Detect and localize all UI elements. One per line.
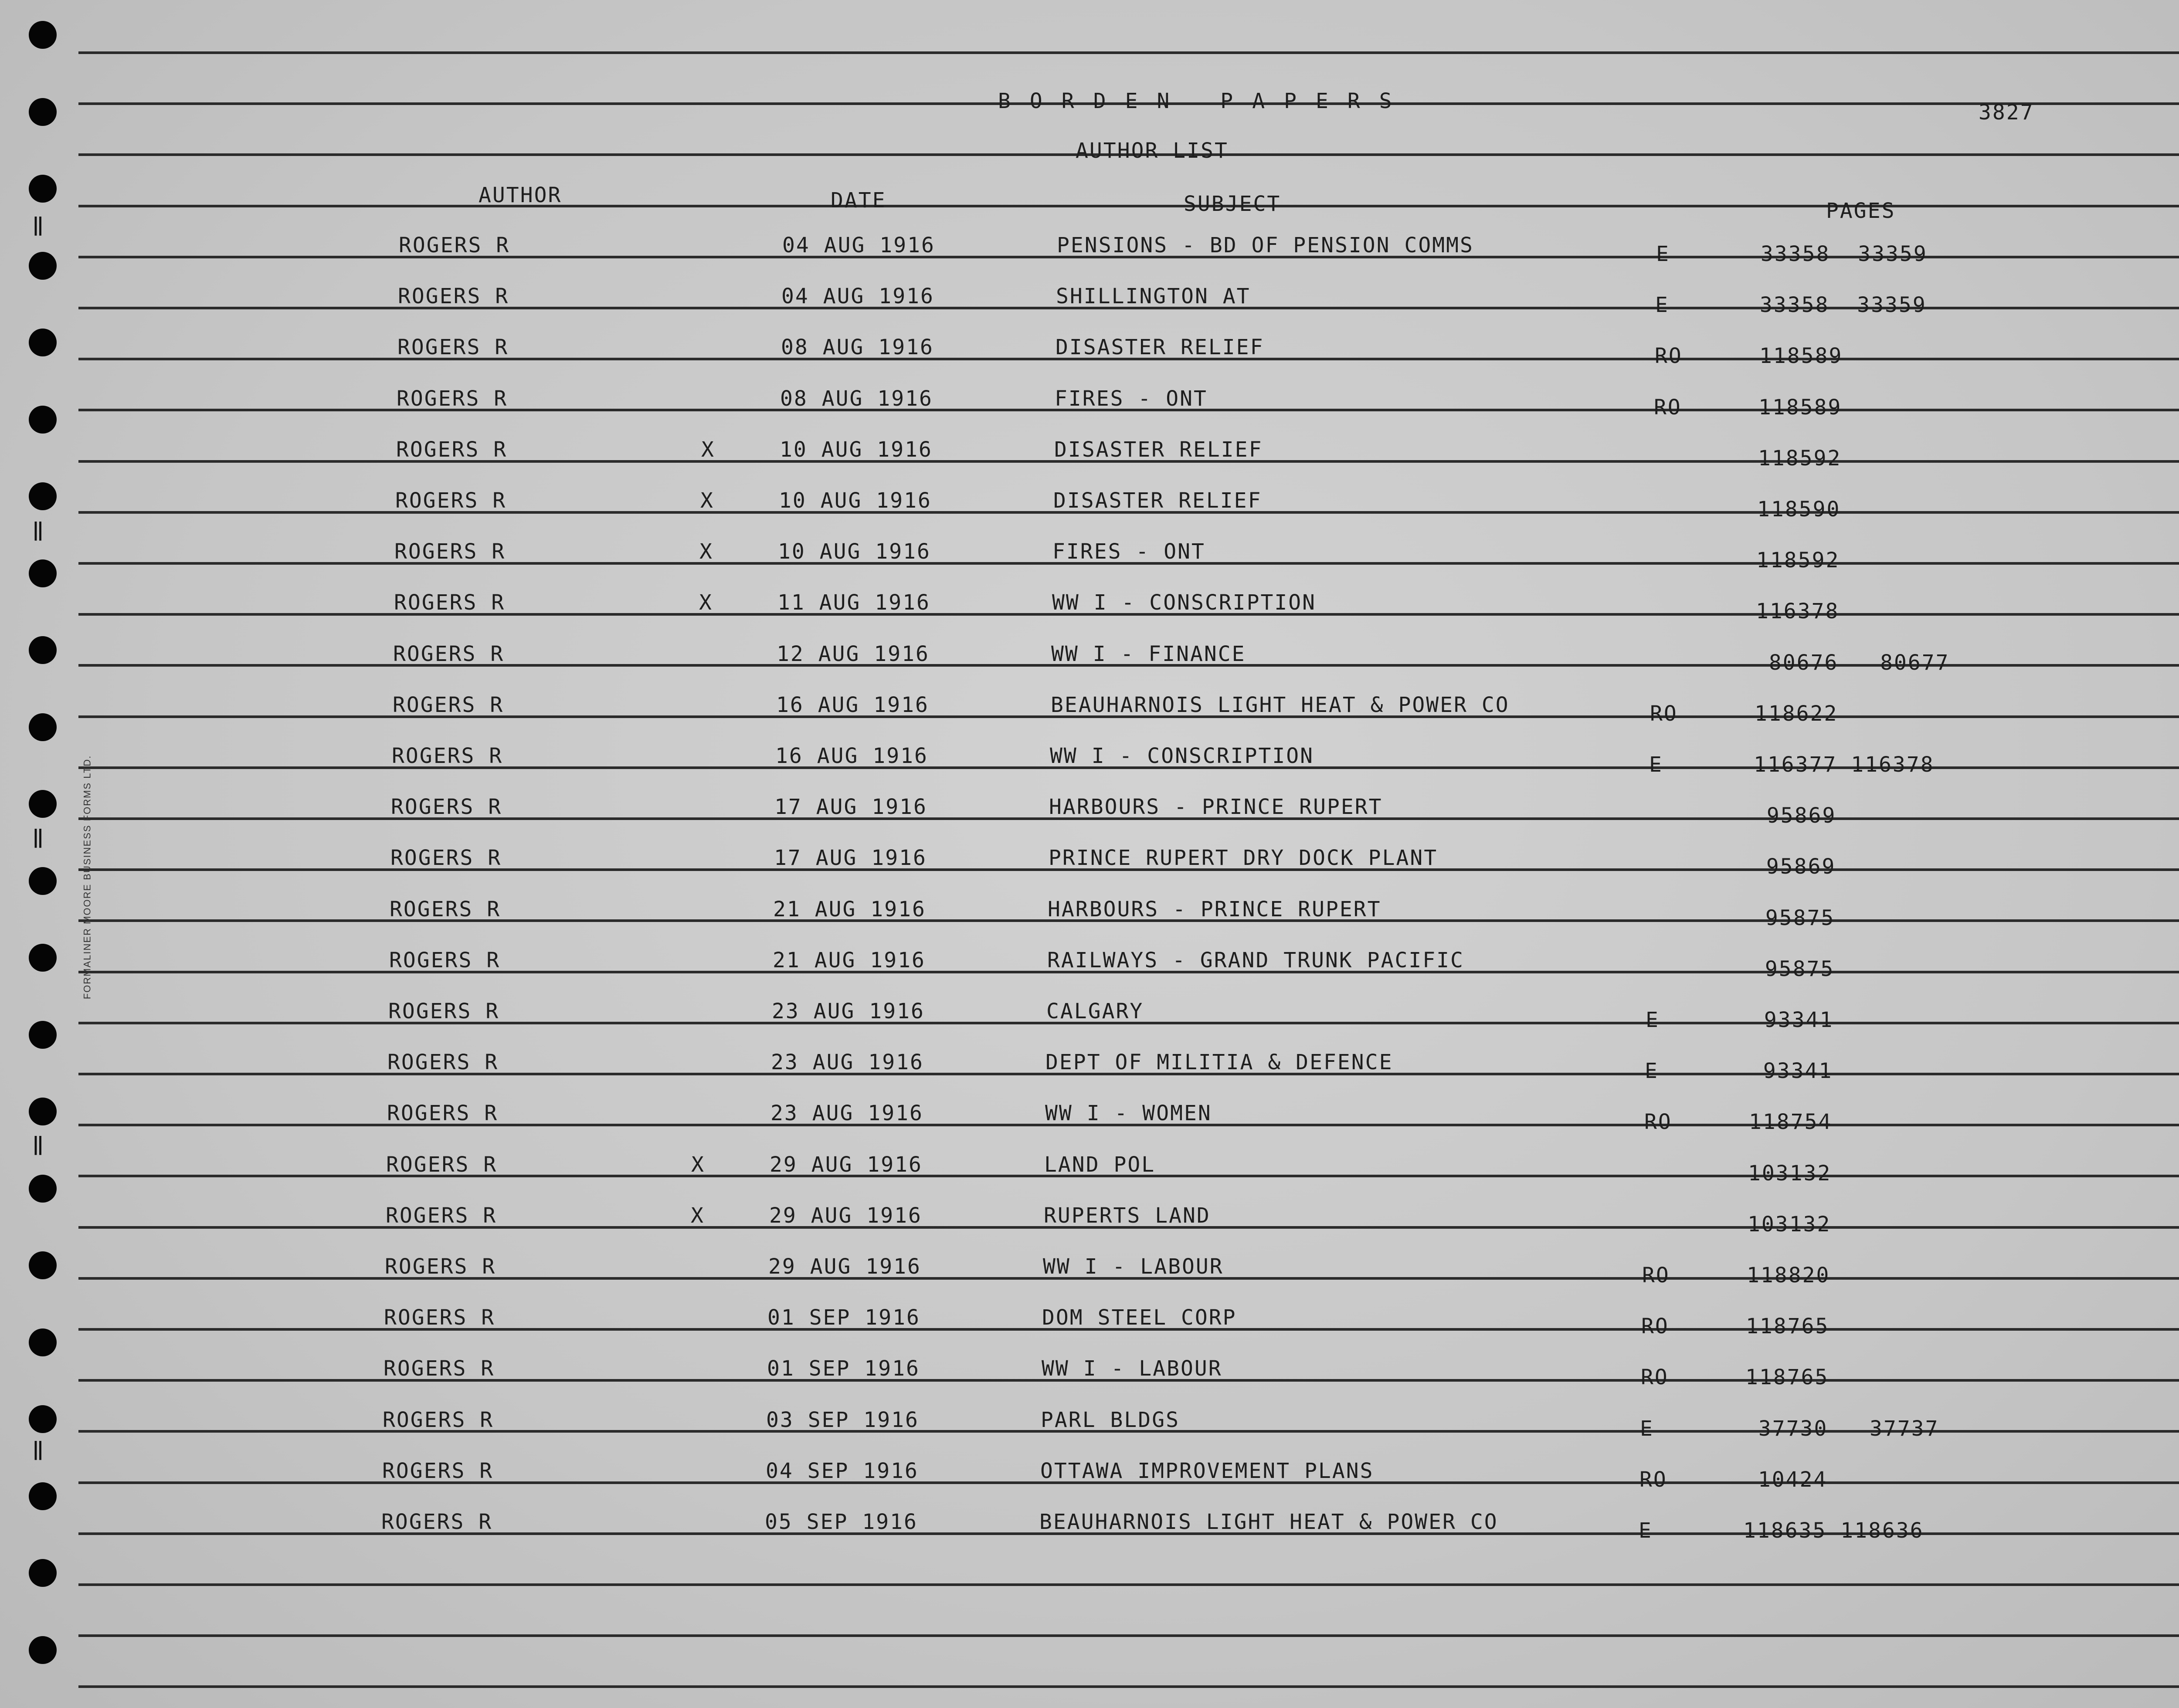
date-cell: 04 SEP 1916 — [766, 1459, 919, 1483]
table-row — [0, 1356, 2179, 1407]
table-row — [0, 999, 2179, 1050]
form-maker-imprint: FORMALINER MOORE BUSINESS FORMS LTD. — [81, 755, 93, 1000]
author-cell: ROGERS R — [382, 1459, 494, 1483]
subject-cell: WW I - LABOUR — [1043, 1254, 1224, 1279]
pages-cell: 95869 — [1753, 803, 1836, 828]
subject-cell: DEPT OF MILITIA & DEFENCE — [1045, 1050, 1393, 1074]
pages-cell: 116378 — [1756, 599, 1840, 624]
date-cell: 29 AUG 1916 — [770, 1152, 923, 1177]
subject-cell: WW I - CONSCRIPTION — [1052, 590, 1317, 615]
pages-cell: 118765 — [1745, 1365, 1829, 1389]
pages-cell: 103132 — [1748, 1212, 1831, 1237]
table-row — [0, 693, 2179, 744]
subject-cell: HARBOURS - PRINCE RUPERT — [1049, 795, 1383, 819]
author-cell: ROGERS R — [391, 795, 502, 819]
table-row — [0, 1305, 2179, 1356]
subject-cell: WW I - LABOUR — [1042, 1356, 1222, 1381]
date-cell: 01 SEP 1916 — [767, 1305, 920, 1330]
author-cell: ROGERS R — [388, 999, 500, 1023]
table-row — [0, 744, 2179, 795]
table-row — [0, 335, 2179, 386]
subject-cell: SHILLINGTON AT — [1056, 284, 1251, 308]
subject-cell: DISASTER RELIEF — [1054, 437, 1263, 462]
subject-cell: PRINCE RUPERT DRY DOCK PLANT — [1049, 846, 1438, 870]
date-cell: 16 AUG 1916 — [775, 744, 928, 768]
author-cell: ROGERS R — [386, 1152, 498, 1177]
pages-cell: 33358 33359 — [1761, 242, 1928, 266]
subject-cell: BEAUHARNOIS LIGHT HEAT & POWER CO — [1039, 1510, 1498, 1534]
table-row — [0, 1152, 2179, 1203]
pages-cell: 118589 — [1759, 344, 1843, 368]
fold-mark-icon: ‖ — [32, 214, 46, 236]
code-cell: RO — [1642, 1263, 1670, 1288]
table-row — [0, 1203, 2179, 1254]
date-cell: 04 AUG 1916 — [781, 284, 934, 308]
flag-cell: X — [691, 1152, 705, 1177]
pages-cell: 93341 — [1750, 1008, 1834, 1032]
date-cell: 21 AUG 1916 — [773, 948, 926, 973]
date-cell: 21 AUG 1916 — [773, 897, 926, 922]
pages-cell: 118765 — [1746, 1314, 1829, 1339]
pages-cell: 95875 — [1751, 957, 1835, 981]
column-header-pages: PAGES — [1826, 199, 1896, 223]
pages-cell: 118820 — [1747, 1263, 1830, 1288]
author-cell: ROGERS R — [384, 1305, 496, 1330]
code-cell: RO — [1641, 1314, 1669, 1339]
subject-cell: CALGARY — [1046, 999, 1144, 1023]
code-cell: E — [1645, 1059, 1659, 1083]
date-cell: 23 AUG 1916 — [772, 999, 925, 1023]
subject-cell: PENSIONS - BD OF PENSION COMMS — [1057, 233, 1474, 258]
flag-cell: X — [700, 488, 714, 513]
flag-cell: X — [699, 590, 713, 615]
date-cell: 10 AUG 1916 — [778, 539, 931, 564]
table-row — [0, 795, 2179, 846]
date-cell: 17 AUG 1916 — [774, 846, 927, 870]
table-row — [0, 233, 2179, 284]
pages-cell: 80676 80677 — [1755, 651, 1950, 675]
date-cell: 01 SEP 1916 — [767, 1356, 920, 1381]
table-row — [0, 1101, 2179, 1152]
author-cell: ROGERS R — [397, 335, 509, 359]
date-cell: 17 AUG 1916 — [774, 795, 927, 819]
code-cell: E — [1646, 1008, 1660, 1032]
author-cell: ROGERS R — [390, 897, 501, 922]
fold-mark-icon: ‖ — [32, 826, 46, 848]
code-cell: E — [1655, 293, 1669, 317]
author-cell: ROGERS R — [387, 1050, 499, 1074]
column-header-date: DATE — [831, 188, 886, 213]
subject-cell: RUPERTS LAND — [1044, 1203, 1211, 1228]
subject-cell: FIRES - ONT — [1055, 386, 1208, 411]
author-cell: ROGERS R — [387, 1101, 499, 1125]
date-cell: 10 AUG 1916 — [779, 488, 932, 513]
subject-cell: DISASTER RELIEF — [1053, 488, 1262, 513]
subject-cell: HARBOURS - PRINCE RUPERT — [1048, 897, 1381, 922]
pages-cell: 118754 — [1749, 1110, 1833, 1134]
pages-cell: 118590 — [1757, 497, 1841, 522]
date-cell: 04 AUG 1916 — [782, 233, 935, 258]
subject-cell: WW I - FINANCE — [1051, 642, 1246, 666]
flag-cell: X — [699, 539, 713, 564]
date-cell: 23 AUG 1916 — [770, 1101, 923, 1125]
table-row — [0, 284, 2179, 335]
pages-cell: 95875 — [1751, 906, 1835, 930]
date-cell: 08 AUG 1916 — [780, 386, 933, 411]
code-cell: E — [1639, 1518, 1653, 1543]
pages-cell: 93341 — [1749, 1059, 1833, 1083]
table-row — [0, 539, 2179, 590]
author-cell: ROGERS R — [390, 846, 502, 870]
subject-cell: DISASTER RELIEF — [1056, 335, 1264, 359]
code-cell: RO — [1655, 344, 1683, 368]
author-cell: ROGERS R — [385, 1254, 496, 1279]
code-cell: RO — [1641, 1365, 1669, 1389]
date-cell: 03 SEP 1916 — [766, 1408, 919, 1432]
table-row — [0, 488, 2179, 539]
date-cell: 29 AUG 1916 — [769, 1203, 922, 1228]
date-cell: 29 AUG 1916 — [768, 1254, 921, 1279]
page-number: 3827 — [1979, 100, 2034, 125]
pages-cell: 116377 116378 — [1754, 752, 1935, 777]
table-row — [0, 846, 2179, 897]
flag-cell: X — [701, 437, 715, 462]
subject-cell: FIRES - ONT — [1052, 539, 1205, 564]
subject-cell: DOM STEEL CORP — [1042, 1305, 1237, 1330]
column-header-author: AUTHOR — [479, 183, 562, 207]
table-row — [0, 1510, 2179, 1561]
author-cell: ROGERS R — [399, 233, 510, 258]
pages-cell: 118592 — [1756, 548, 1840, 573]
author-cell: ROGERS R — [381, 1510, 493, 1534]
date-cell: 23 AUG 1916 — [771, 1050, 924, 1074]
table-row — [0, 1408, 2179, 1459]
column-header-subject: SUBJECT — [1184, 192, 1281, 216]
author-cell: ROGERS R — [397, 386, 508, 411]
fold-mark-icon: ‖ — [32, 518, 46, 541]
subject-cell: OTTAWA IMPROVEMENT PLANS — [1040, 1459, 1374, 1483]
fold-mark-icon: ‖ — [32, 1438, 46, 1460]
table-row — [0, 897, 2179, 948]
table-row — [0, 1459, 2179, 1510]
fold-mark-icon: ‖ — [32, 1133, 46, 1155]
pages-cell: 95869 — [1752, 854, 1836, 879]
code-cell: E — [1640, 1417, 1654, 1441]
pages-cell: 118622 — [1755, 702, 1838, 726]
table-row — [0, 590, 2179, 641]
author-cell: ROGERS R — [398, 284, 509, 308]
subject-cell: RAILWAYS - GRAND TRUNK PACIFIC — [1047, 948, 1464, 973]
author-cell: ROGERS R — [394, 590, 506, 615]
pages-cell: 10424 — [1744, 1467, 1828, 1492]
subject-cell: PARL BLDGS — [1041, 1408, 1180, 1432]
flag-cell: X — [691, 1203, 705, 1228]
subject-cell: WW I - WOMEN — [1045, 1101, 1212, 1125]
pages-cell: 118592 — [1758, 446, 1842, 471]
table-row — [0, 642, 2179, 693]
date-cell: 12 AUG 1916 — [777, 642, 930, 666]
subject-cell: WW I - CONSCRIPTION — [1050, 744, 1314, 768]
author-cell: ROGERS R — [389, 948, 501, 973]
subject-cell: LAND POL — [1044, 1152, 1156, 1177]
code-cell: RO — [1644, 1110, 1672, 1134]
author-cell: ROGERS R — [396, 437, 508, 462]
report-title: BORDEN PAPERS — [998, 89, 1411, 113]
table-row — [0, 1050, 2179, 1101]
author-cell: ROGERS R — [393, 693, 504, 717]
pages-cell: 37730 37737 — [1745, 1417, 1939, 1441]
author-cell: ROGERS R — [384, 1356, 495, 1381]
author-cell: ROGERS R — [392, 744, 503, 768]
date-cell: 05 SEP 1916 — [765, 1510, 918, 1534]
pages-cell: 103132 — [1748, 1161, 1832, 1186]
code-cell: RO — [1639, 1467, 1667, 1492]
code-cell: RO — [1650, 702, 1678, 726]
author-cell: ROGERS R — [394, 539, 506, 564]
date-cell: 10 AUG 1916 — [780, 437, 933, 462]
author-cell: ROGERS R — [386, 1203, 497, 1228]
subject-cell: BEAUHARNOIS LIGHT HEAT & POWER CO — [1051, 693, 1510, 717]
code-cell: RO — [1654, 395, 1682, 420]
code-cell: E — [1656, 242, 1670, 266]
author-cell: ROGERS R — [395, 488, 507, 513]
table-row — [0, 437, 2179, 488]
author-cell: ROGERS R — [383, 1408, 494, 1432]
report-subtitle: AUTHOR LIST — [1076, 139, 1229, 163]
date-cell: 08 AUG 1916 — [781, 335, 934, 359]
date-cell: 11 AUG 1916 — [777, 590, 930, 615]
table-row — [0, 1254, 2179, 1305]
code-cell: E — [1649, 752, 1663, 777]
date-cell: 16 AUG 1916 — [776, 693, 929, 717]
table-row — [0, 386, 2179, 437]
pages-cell: 118589 — [1758, 395, 1842, 420]
pages-cell: 33358 33359 — [1760, 293, 1927, 317]
author-cell: ROGERS R — [393, 642, 505, 666]
table-row — [0, 948, 2179, 999]
pages-cell: 118635 118636 — [1743, 1518, 1924, 1543]
